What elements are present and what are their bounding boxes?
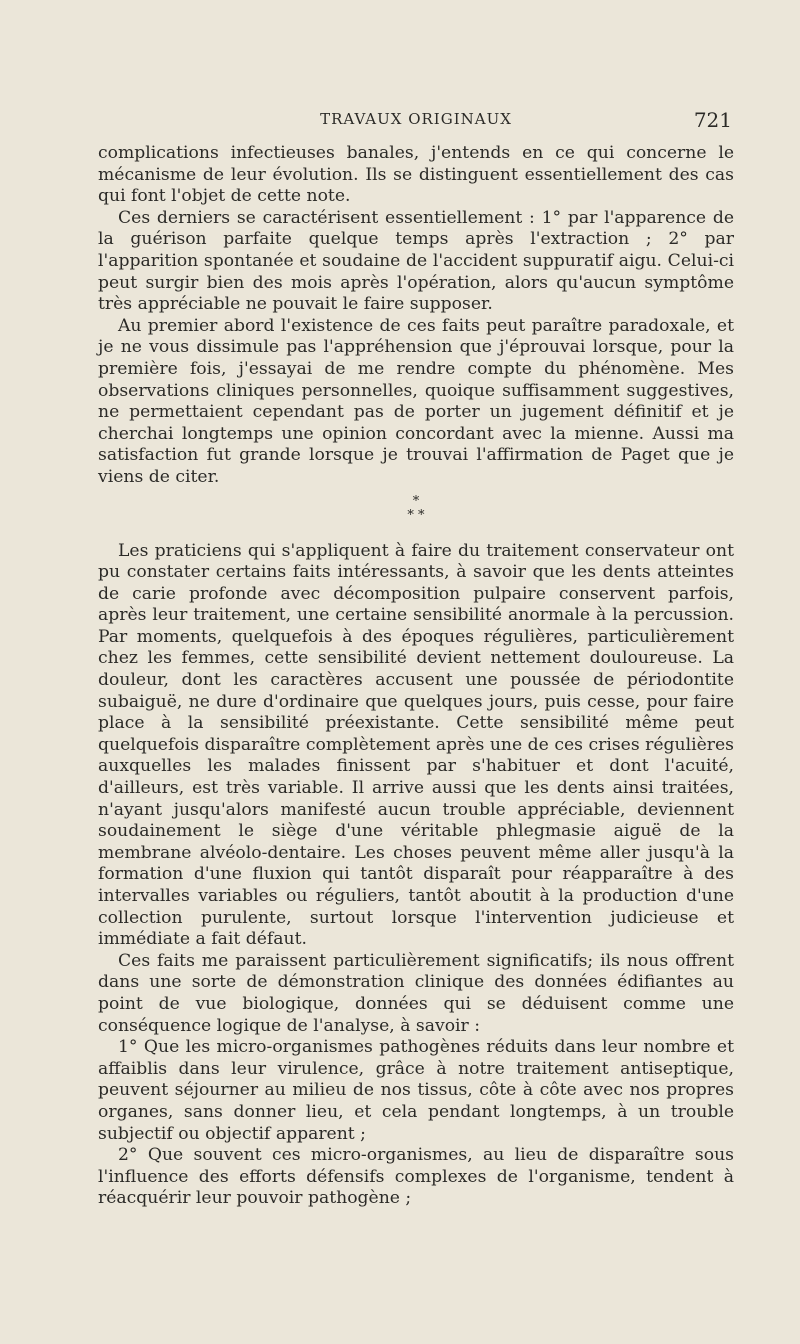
paragraph: Au premier abord l'existence de ces faits peut paraître paradoxale, et je ne vous dissimule pas l'appréhension que j'éprouvai lorsque, pour la première fois, j'essayai de me rendre compte du phénomène. Mes observations cliniques personnelles, quoique suffisamment suggestives, ne permettaient cependant pas de porter un jugement définitif et je cherchai longtemps une opinion concordant avec la mienne. Aussi ma satisfaction fut grande lorsque je trouvai l'affirmation de Paget que je viens de citer. xyxy=(98,315,734,487)
paragraph: 2° Que souvent ces micro-organismes, au lieu de disparaître sous l'influence des efforts défensifs complexes de l'organisme, tendent à réacquérir leur pouvoir pathogène ; xyxy=(98,1145,734,1209)
paragraph: Les praticiens qui s'appliquent à faire du traitement conservateur ont pu constater certains faits intéressants, à savoir que les dents atteintes de carie profonde avec décomposition pulpaire conservent parfois, après leur traitement, une certaine sensibilité anormale à la percussion. Par moments, quelquefois à des époques régulières, particulièrement chez les femmes, cette sensibilité devient nettement douloureuse. La douleur, dont les caractères accusent une poussée de périodontite subaiguë, ne dure d'ordinaire que quelques jours, puis cesse, pour faire place à la sensibilité préexistante. Cette sensibilité même peut quelquefois disparaître complètement après une de ces crises régulières auxquelles les malades finissent par s'habituer et dont l'acuité, d'ailleurs, est très variable. Il arrive aussi que les dents ainsi traitées, n'ayant jusqu'alors manifesté aucun trouble appréciable, deviennent soudainement le siège d'une véritable phlegmasie aiguë de la membrane alvéolo-dentaire. Les choses peuvent même aller jusqu'à la formation d'une fluxion qui tantôt disparaît pour réapparaître à des intervalles variables ou réguliers, tantôt aboutit à la production d'une collection purulente, surtout lorsque l'intervention judicieuse et immédiate a fait défaut. xyxy=(98,540,734,950)
asterism-bottom: * * xyxy=(407,507,425,523)
paragraph: 1° Que les micro-organismes pathogènes réduits dans leur nombre et affaiblis dans leur virulence, grâce à notre traitement antiseptique, peuvent séjourner au milieu de nos tissus, côte à côte avec nos propres organes, sans donner lieu, et cela pendant longtemps, à un trouble subjectif ou objectif apparent ; xyxy=(98,1037,734,1144)
section-break-asterism xyxy=(98,495,734,523)
body-text xyxy=(98,143,734,1210)
paragraph: Ces faits me paraissent particulièrement significatifs; ils nous offrent dans une sorte de démonstration clinique des données édifiantes au point de vue biologique, données qui se déduisent comme une conséquence logique de l'analyse, à savoir : xyxy=(98,950,734,1036)
running-head: TRAVAUX ORIGINAUX xyxy=(320,110,512,128)
paragraph: Ces derniers se caractérisent essentiellement : 1° par l'apparence de la guérison parfaite quelque temps après l'extraction ; 2° par l'apparition spontanée et soudaine de l'accident suppuratif aigu. Celui-ci peut surgir bien des mois après l'opération, alors qu'aucun symptôme très appréciable ne pouvait le faire supposer. xyxy=(98,207,734,315)
page-number: 721 xyxy=(693,108,732,132)
page-header xyxy=(96,108,736,134)
asterism-top: * xyxy=(412,493,420,509)
paragraph: complications infectieuses banales, j'entends en ce qui concerne le mécanisme de leur évolution. Ils se distinguent essentiellement des cas qui font l'objet de cette note. xyxy=(98,143,734,207)
